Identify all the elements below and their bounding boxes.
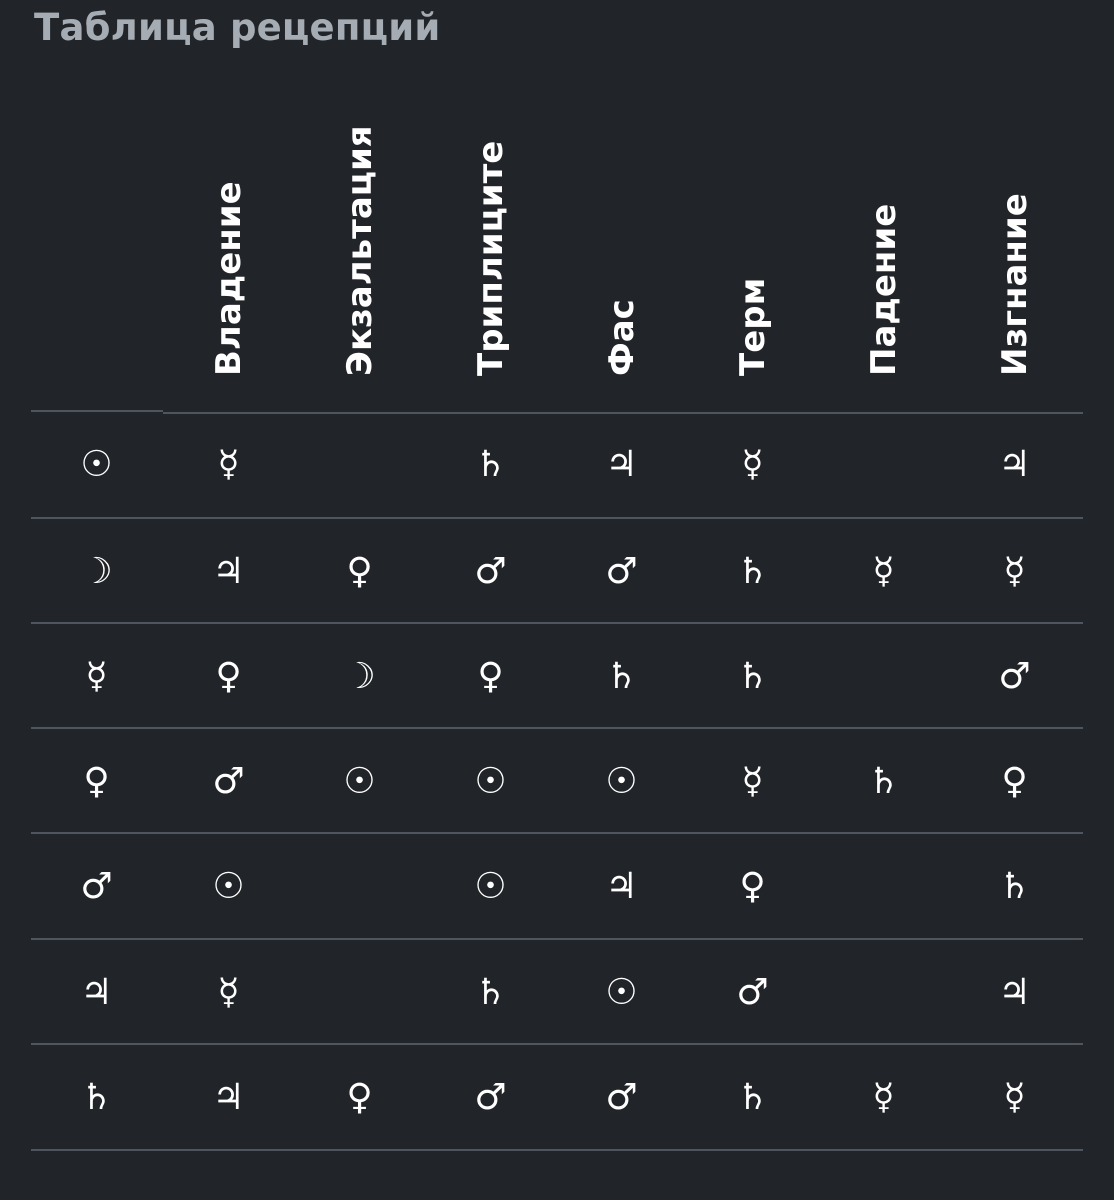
- table-cell: ♂: [474, 550, 507, 592]
- table-row: [31, 940, 1083, 1045]
- table-cell: ♃: [998, 443, 1031, 485]
- table-row: [31, 412, 1083, 517]
- table-cell: ♄: [867, 760, 900, 802]
- row-planet: ♃: [80, 971, 113, 1013]
- column-header-exaltation: [294, 60, 425, 410]
- table-cell: ♂: [605, 1076, 638, 1118]
- column-header-rulership: [163, 60, 294, 410]
- column-header-face: [556, 60, 687, 410]
- table-cell: ♃: [212, 1076, 245, 1118]
- column-header-label: Фас: [601, 299, 642, 376]
- table-cell: [818, 624, 949, 729]
- table-cell: ☿: [1003, 550, 1026, 592]
- column-header-label: Падение: [863, 203, 904, 376]
- table-cell: ♃: [605, 443, 638, 485]
- table-cell: ♄: [474, 443, 507, 485]
- table-cell: ☿: [872, 550, 895, 592]
- table-cell: ♂: [605, 550, 638, 592]
- table-row: [31, 624, 1083, 729]
- table-cell: ♀: [215, 655, 242, 697]
- column-header-label: Триплиците: [470, 140, 511, 376]
- column-header-detriment: [949, 60, 1080, 410]
- table-cell: ♃: [212, 550, 245, 592]
- table-cell: ♄: [736, 655, 769, 697]
- row-planet: ☿: [85, 655, 108, 697]
- table-cell: ♂: [212, 760, 245, 802]
- column-header-label: Терм: [732, 277, 773, 376]
- table-cell: ♄: [605, 655, 638, 697]
- table-cell: ♂: [998, 655, 1031, 697]
- table-cell: ♀: [739, 865, 766, 907]
- table-cell: ☉: [474, 865, 507, 907]
- table-cell: ☉: [212, 865, 245, 907]
- row-planet: ☉: [80, 443, 113, 485]
- column-header-label: Экзальтация: [339, 125, 380, 376]
- column-header-term: [687, 60, 818, 410]
- table-cell: ♂: [474, 1076, 507, 1118]
- row-planet: ☽: [80, 550, 113, 592]
- table-cell: ♄: [736, 550, 769, 592]
- table-cell: ☿: [217, 443, 240, 485]
- table-row: [31, 729, 1083, 834]
- table-cell: ☉: [605, 760, 638, 802]
- table-cell: [818, 940, 949, 1045]
- table-cell: ♄: [474, 971, 507, 1013]
- column-header-label: Изгнание: [994, 193, 1035, 376]
- table-cell: ♀: [346, 1076, 373, 1118]
- table-cell: ♂: [736, 971, 769, 1013]
- table-cell: ☿: [1003, 1076, 1026, 1118]
- table-cell: ♀: [346, 550, 373, 592]
- table-cell: [818, 834, 949, 939]
- column-header-label: Владение: [208, 181, 249, 376]
- table-cell: ☿: [872, 1076, 895, 1118]
- column-header-triplicity: [425, 60, 556, 410]
- table-cell: ☿: [741, 443, 764, 485]
- page-title: Таблица рецепций: [34, 6, 441, 49]
- table-cell: [818, 412, 949, 517]
- table-cell: ☽: [343, 655, 376, 697]
- table-cell: ♄: [736, 1076, 769, 1118]
- row-planet: ♀: [83, 760, 110, 802]
- table-row: [31, 1045, 1083, 1150]
- table-cell: [294, 412, 425, 517]
- table-cell: ☉: [605, 971, 638, 1013]
- table-cell: ♀: [477, 655, 504, 697]
- table-cell: ♃: [998, 971, 1031, 1013]
- column-header-fall: [818, 60, 949, 410]
- table-cell: ♄: [998, 865, 1031, 907]
- table-cell: ♃: [605, 865, 638, 907]
- table-cell: ☿: [217, 971, 240, 1013]
- row-divider: [31, 1149, 1083, 1151]
- row-planet: ♄: [80, 1076, 113, 1118]
- table-cell: ☉: [474, 760, 507, 802]
- table-cell: [294, 834, 425, 939]
- table-cell: [294, 940, 425, 1045]
- row-planet: ♂: [80, 865, 113, 907]
- table-cell: ☿: [741, 760, 764, 802]
- table-row: [31, 834, 1083, 939]
- table-cell: ♀: [1001, 760, 1028, 802]
- table-row: [31, 519, 1083, 624]
- table-cell: ☉: [343, 760, 376, 802]
